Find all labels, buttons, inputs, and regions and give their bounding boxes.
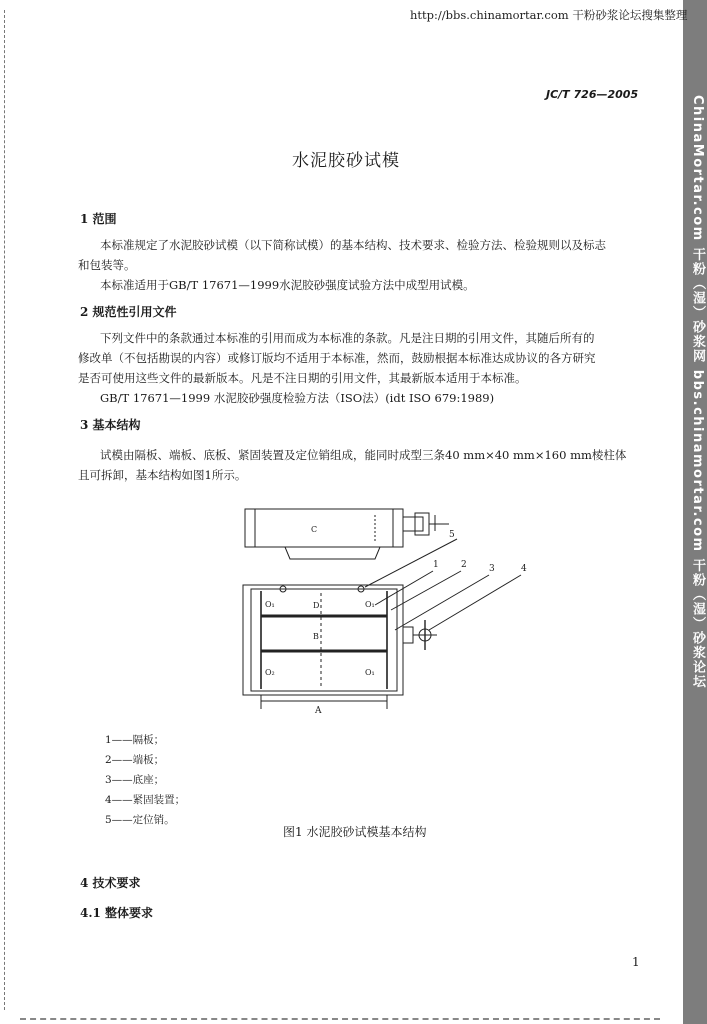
side-view — [245, 509, 449, 559]
callout-2: 2 — [461, 560, 467, 570]
bottom-margin-dash — [20, 1018, 660, 1020]
section-4-heading: 4 技术要求 — [80, 876, 141, 890]
legend-item: 3——底座； — [105, 774, 165, 786]
legend-item: 5——定位销。 — [105, 814, 175, 826]
section-2-line-3: 是否可使用这些文件的最新版本。凡是不注日期的引用文件，其最新版本适用于本标准。 — [78, 371, 527, 385]
section-2-line-1: 下列文件中的条款通过本标准的引用而成为本标准的条款。凡是注日期的引用文件，其随后所有的 — [100, 331, 595, 345]
label-o1-right: O₁ — [365, 600, 375, 609]
page-number: 1 — [632, 955, 640, 969]
side-watermark-text: ChinaMortar.com 干粉（湿）砂浆网 bbs.chinamortar.com 干粉（湿）砂浆论坛 — [690, 95, 705, 690]
callout-5: 5 — [449, 530, 455, 540]
callout-4: 4 — [521, 564, 527, 574]
header-watermark: http://bbs.chinamortar.com 干粉砂浆论坛搜集整理 — [410, 8, 688, 22]
section-2-reference: GB/T 17671—1999 水泥胶砂强度检验方法（ISO法）(idt ISO 679:1989) — [100, 391, 495, 405]
legend-item: 2——端板； — [105, 754, 165, 766]
callout-1: 1 — [433, 560, 439, 570]
section-3-line-1: 试模由隔板、端板、底板、紧固装置及定位销组成，能同时成型三条40 mm×40 mm×160 mm棱柱体 — [100, 448, 627, 462]
section-1-heading: 1 范围 — [80, 212, 117, 226]
callout-3: 3 — [489, 564, 495, 574]
section-3-heading: 3 基本结构 — [80, 418, 141, 432]
figure-caption: 图1 水泥胶砂试模基本结构 — [283, 825, 427, 839]
section-4-1-heading: 4.1 整体要求 — [80, 906, 154, 920]
label-c: C — [311, 525, 318, 534]
label-a: A — [315, 706, 322, 716]
legend-item: 1——隔板； — [105, 734, 165, 746]
section-3-line-2: 且可拆卸，基本结构如图1所示。 — [78, 468, 247, 482]
label-d: D — [313, 601, 320, 610]
label-o1-left: O₁ — [265, 600, 275, 609]
side-watermark-strip — [683, 0, 707, 1024]
label-o1-bottom: O₁ — [365, 668, 375, 677]
label-o2: O₂ — [265, 668, 275, 677]
left-margin-dash — [4, 10, 5, 1010]
label-b: B — [313, 632, 319, 641]
section-1-paragraph-1-line-1: 本标准规定了水泥胶砂试模（以下简称试模）的基本结构、技术要求、检验方法、检验规则以及标志 — [100, 238, 606, 252]
legend-item: 4——紧固装置； — [105, 794, 186, 806]
document-title: 水泥胶砂试模 — [292, 151, 400, 171]
section-2-line-2: 修改单（不包括勘误的内容）或修订版均不适用于本标准，然而，鼓励根据本标准达成协议的各方研究 — [78, 351, 596, 365]
section-1-paragraph-1-line-2: 和包装等。 — [78, 258, 136, 272]
mold-structure-figure — [225, 505, 545, 720]
section-1-paragraph-2: 本标准适用于GB/T 17671—1999水泥胶砂强度试验方法中成型用试模。 — [100, 278, 475, 292]
section-2-heading: 2 规范性引用文件 — [80, 305, 177, 319]
figure-legend — [105, 730, 185, 830]
standard-number: JC/T 726—2005 — [546, 88, 639, 101]
